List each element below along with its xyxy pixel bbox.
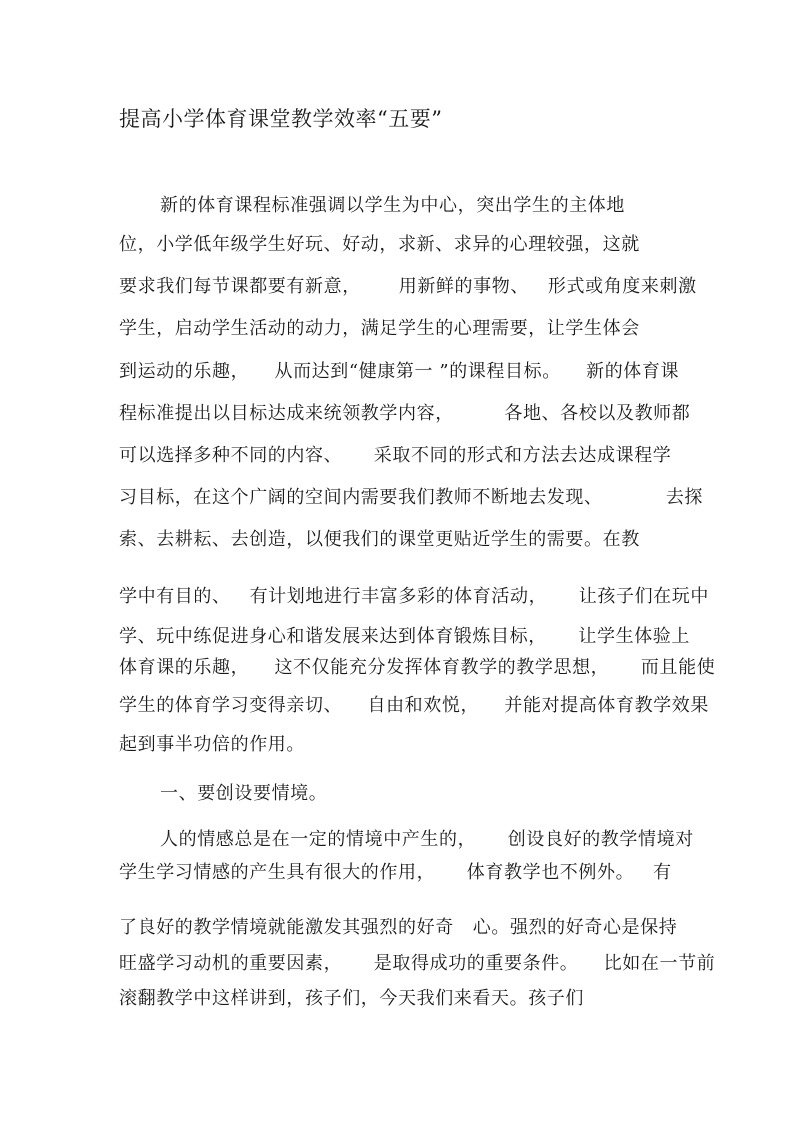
paragraph-line-8: 习目标，在这个广阔的空间内需要我们教师不断地去发现、 去探	[119, 487, 704, 508]
paragraph-line-5: 到运动的乐趣， 从而达到“健康第一 ”的课程目标。 新的体育课	[119, 361, 680, 382]
paragraph-line-3: 要求我们每节课都要有新意， 用新鲜的事物、 形式或角度来刺激	[119, 276, 697, 297]
paragraph-line-13: 学生的体育学习变得亲切、 自由和欢悦， 并能对提高体育教学效果	[119, 695, 709, 716]
paragraph-line-16: 学生学习情感的产生具有很大的作用， 体育教学也不例外。 有	[119, 862, 672, 883]
document-title: 提高小学体育课堂教学效率“五要”	[119, 107, 443, 131]
section-heading-1: 一、要创设要情境。	[160, 783, 328, 804]
paragraph-line-19: 滚翻教学中这样讲到，孩子们，今天我们来看天。孩子们	[119, 988, 584, 1009]
paragraph-line-17: 了良好的教学情境就能激发其强烈的好奇 心。强烈的好奇心是保持	[119, 917, 678, 938]
paragraph-line-7: 可以选择多种不同的内容、 采取不同的形式和方法去达成课程学	[119, 445, 672, 466]
paragraph-line-10: 学中有目的、 有计划地进行丰富多彩的体育活动， 让孩子们在玩中	[119, 586, 709, 607]
paragraph-line-1: 新的体育课程标准强调以学生为中心，突出学生的主体地	[160, 195, 625, 216]
paragraph-line-12: 体育课的乐趣， 这不仅能充分发挥体育教学的教学思想， 而且能使	[119, 657, 716, 678]
paragraph-line-9: 索、去耕耘、去创造，以便我们的课堂更贴近学生的需要。在教	[119, 529, 640, 550]
paragraph-line-14: 起到事半功倍的作用。	[119, 734, 305, 755]
paragraph-line-11: 学、玩中练促进身心和谐发展来达到体育锻炼目标， 让学生体验上	[119, 626, 691, 647]
paragraph-line-2: 位，小学低年级学生好玩、好动，求新、求异的心理较强，这就	[119, 234, 640, 255]
paragraph-line-15: 人的情感总是在一定的情境中产生的， 创设良好的教学情境对	[160, 829, 694, 850]
paragraph-line-18: 旺盛学习动机的重要因素， 是取得成功的重要条件。 比如在一节前	[119, 953, 716, 974]
paragraph-line-4: 学生，启动学生活动的动力，满足学生的心理需要，让学生体会	[119, 318, 640, 339]
paragraph-line-6: 程标准提出以目标达成来统领教学内容， 各地、各校以及教师都	[119, 403, 691, 424]
